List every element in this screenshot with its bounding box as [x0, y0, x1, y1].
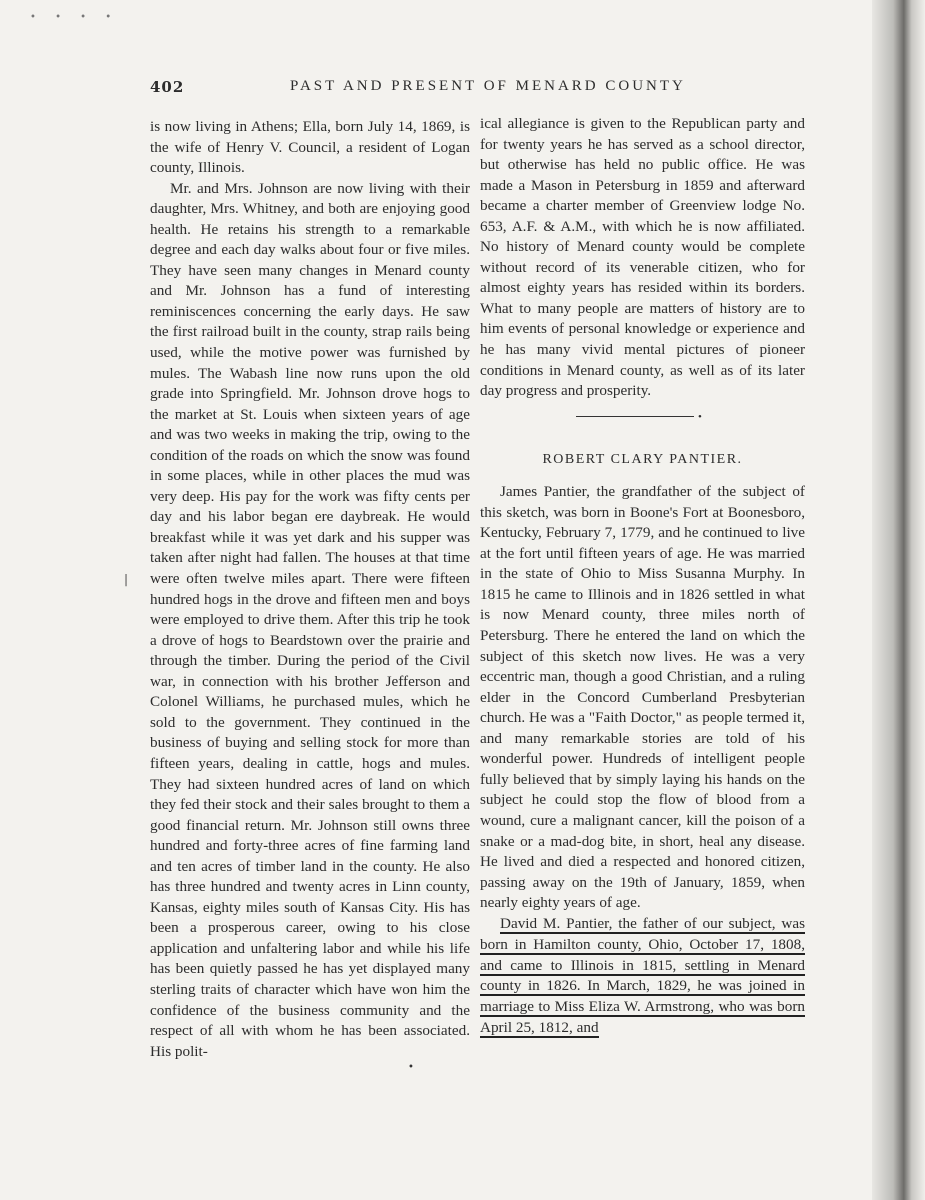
running-head: PAST AND PRESENT OF MENARD COUNTY	[290, 78, 686, 94]
section-title: ROBERT CLARY PANTIER.	[542, 451, 743, 467]
section-divider	[480, 402, 805, 434]
divider-dot: •	[698, 410, 702, 423]
paragraph: Mr. and Mrs. Johnson are now living with their daughter, Mrs. Whitney, and both are enjoying good health. He retains his strength to a remarkable degree and each day walks about four or five miles. They have seen many changes in Menard county and Mr. Johnson has a fund of interesting reminiscences concerning the early days. He saw the first railroad built in the county, strap rails being used, while the motive power was furnished by mules. The Wabash line now runs upon the old grade into Springfield. Mr. Johnson drove hogs to the market at St. Louis when sixteen years of age and was two weeks in making the trip, owing to the condition of the roads on which the snow was found in some places, while in other places the mud was very deep. His pay for the work was fifty cents per day and his labor began ere daybreak. He would breakfast while it was yet dark and his supper was taken after night had fallen. The houses at that time were often twelve miles apart. There were fifteen hundred hogs in the drove and fifteen men and boys were employed to drive them. After this trip he took a drove of hogs to Beardstown over the prairie and through the timber. During the period of the Civil war, in connection with his brother Jefferson and Colonel Williams, he purchased mules, which he sold to the government. They continued in the business of buying and selling stock for more than fifteen years, dealing in cattle, hogs and mules. They had sixteen hundred acres of land on which they fed their stock and their sales brought to them a good financial return. Mr. Johnson still owns three hundred and forty-three acres of fine farming land and ten acres of timber land in the county. He also has three hundred and twenty acres in Linn county, Kansas, eighty miles south of Kansas City. His has been a prosperous career, owing to his close application and unfaltering labor and while his life has been quietly passed he has yet displayed many sterling traits of character which have won him the confidence of the business community and the respect of all with whom he has been associated. His polit-	[150, 179, 470, 1060]
margin-mark: |	[124, 572, 129, 586]
page-header	[150, 78, 810, 100]
underlined-passage	[480, 914, 805, 1039]
paragraph: ical allegiance is given to the Republican party and for twenty years he has served as a school director, but otherwise has held no public office. He was made a Mason in Petersburg in 1859 and afterward became a charter member of Greenview lodge No. 653, A.F. & A.M., with which he is now affiliated. No history of Menard county would be complete without record of its venerable citizen, who for almost eighty years has resided within its borders. What to many people are matters of history are to him events of personal knowledge or experience and he has many vivid mental pictures of pioneer conditions in Menard county, as well as of its later day progress and prosperity.	[480, 115, 805, 400]
scan-specks: • • • •	[30, 12, 120, 23]
paragraph: is now living in Athens; Ella, born July 14, 1869, is the wife of Henry V. Council, a resident of Logan county, Illinois.	[150, 118, 470, 177]
divider-rule	[576, 416, 694, 417]
paragraph: James Pantier, the grandfather of the subject of this sketch, was born in Boone's Fort at Boonesboro, Kentucky, February 7, 1779, and he continued to live at the fort until fifteen years of age. He was married in the state of Ohio to Miss Susanna Murphy. In 1815 he came to Illinois and in 1826 settled in what is now Menard county, three miles north of Petersburg. There he entered the land on which the subject of this sketch now lives. He was a very eccentric man, though a good Christian, and a ruling elder in the Concord Cumberland Presbyterian church. He was a "Faith Doctor," as people termed it, and many remarkable stories are told of his wonderful power. Hundreds of intelligent people fully believed that by simply laying his hands on the subject he could stop the flow of blood from a wound, cure a malignant cancer, kill the poison of a snake or a mad-dog bite, in short, heal any disease. He lived and died a respected and honored citizen, passing away on the 19th of January, 1859, when nearly eighty years of age.	[480, 483, 805, 912]
scan-binding-shadow	[872, 0, 925, 1200]
page-number: 402	[150, 78, 185, 96]
scan-speck: •	[408, 1062, 414, 1073]
left-column	[150, 117, 470, 1062]
underlined-text: David M. Pantier, the father of our subject, was born in Hamilton county, Ohio, October 17, 1808, and came to Illinois in 1815, settling in Menard county in 1826. In March, 1829, he was joined in marriage to Miss Eliza W. Armstrong, who was born April 25, 1812, and	[480, 914, 805, 1037]
paragraph-underlined	[480, 914, 805, 1039]
right-column	[480, 114, 805, 1039]
